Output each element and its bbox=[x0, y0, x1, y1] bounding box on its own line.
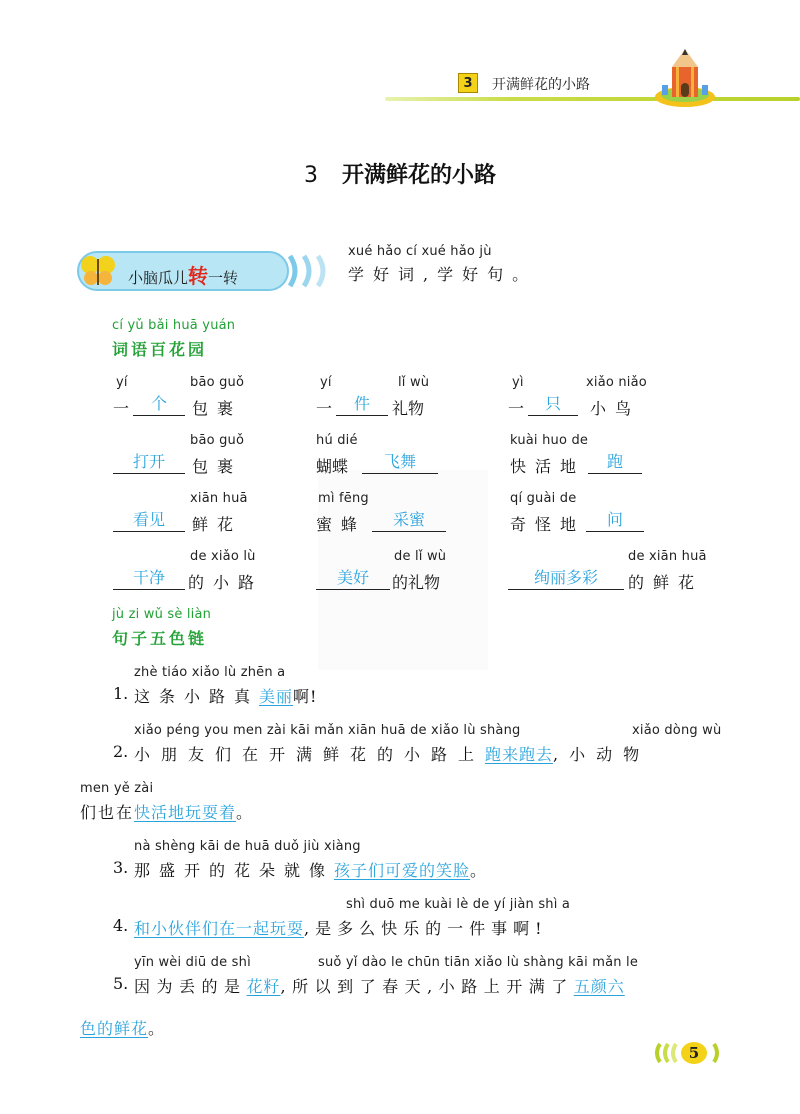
s5-pinyin: yīn wèi diū de shì bbox=[134, 955, 251, 970]
s2-pinyin-line2: men yě zài bbox=[80, 781, 154, 796]
r3c1-answer: 看见 bbox=[113, 510, 185, 532]
r2c2-word: 蝴蝶 bbox=[316, 457, 349, 476]
r1c2-post: 礼物 bbox=[392, 399, 425, 418]
butterfly-icon bbox=[80, 254, 116, 288]
r2c3-answer: 跑 bbox=[588, 452, 642, 474]
s5-number: 5. bbox=[113, 974, 129, 993]
s1-text: 这条小路真美丽啊! bbox=[134, 687, 318, 706]
r1c3-pre: 一 bbox=[508, 399, 525, 418]
banner-instruction: 学好词,学好句。 bbox=[348, 265, 538, 284]
r4c3-answer: 绚丽多彩 bbox=[508, 568, 624, 590]
s2-pinyin-b: xiǎo dòng wù bbox=[632, 723, 722, 738]
r4c3-pinyin: de xiān huā bbox=[628, 549, 707, 564]
s5-text-line2: 色的鲜花。 bbox=[80, 1019, 166, 1038]
r1c2-answer: 件 bbox=[336, 394, 388, 416]
r4c1-post: 的小路 bbox=[188, 573, 264, 592]
s2-pinyin: xiǎo péng you men zài kāi mǎn xiān huā de xiǎo lù shàng bbox=[134, 723, 521, 738]
page-title: 3 开满鲜花的小路 bbox=[303, 163, 496, 188]
r1c1-post: 包裹 bbox=[192, 399, 243, 418]
r2c1-post: 包裹 bbox=[192, 457, 243, 476]
page-number: 5 bbox=[688, 1044, 700, 1062]
r3c1-post: 鲜花 bbox=[192, 515, 243, 534]
r4c1-answer: 干净 bbox=[113, 568, 185, 590]
s1-pinyin: zhè tiáo xiǎo lù zhēn a bbox=[134, 665, 286, 680]
s5-text: 因为丢的是花籽,所以到了春天,小路上开满了五颜六 bbox=[134, 977, 625, 996]
header-lesson-title: 开满鲜花的小路 bbox=[492, 77, 590, 93]
r1c3-post: 小鸟 bbox=[590, 399, 641, 418]
section2-pinyin: jù zi wǔ sè liàn bbox=[112, 607, 212, 622]
r2c2-pinyin: hú dié bbox=[316, 433, 358, 448]
r1c1-pinyin-a: yí bbox=[116, 375, 128, 390]
r3c3-pinyin: qí guài de bbox=[510, 491, 577, 506]
r3c2-answer: 采蜜 bbox=[372, 510, 446, 532]
r3c3-word: 奇怪地 bbox=[510, 515, 586, 534]
r1c1-pinyin-b: bāo guǒ bbox=[190, 375, 245, 390]
r3c1-pinyin: xiān huā bbox=[190, 491, 248, 506]
r1c1-pre: 一 bbox=[113, 399, 130, 418]
s3-text: 那盛开的花朵就像孩子们可爱的笑脸。 bbox=[134, 861, 496, 880]
s2-number: 2. bbox=[113, 742, 129, 761]
s2-text-line2: 们也在快活地玩耍着。 bbox=[80, 803, 255, 822]
r1c3-pinyin-b: xiǎo niǎo bbox=[586, 375, 647, 390]
s3-number: 3. bbox=[113, 858, 129, 877]
header-lesson-number: 3 bbox=[458, 73, 478, 93]
r3c3-answer: 问 bbox=[586, 510, 644, 532]
r1c2-pinyin-a: yí bbox=[320, 375, 332, 390]
r2c1-pinyin: bāo guǒ bbox=[190, 433, 245, 448]
s4-pinyin: shì duō me kuài lè de yí jiàn shì a bbox=[346, 897, 571, 912]
r4c3-post: 的鲜花 bbox=[628, 573, 704, 592]
r1c2-pinyin-b: lǐ wù bbox=[398, 375, 430, 390]
r1c3-answer: 只 bbox=[528, 394, 578, 416]
r2c2-answer: 飞舞 bbox=[362, 452, 438, 474]
r1c3-pinyin-a: yì bbox=[512, 375, 524, 390]
r2c3-pinyin: kuài huo de bbox=[510, 433, 589, 448]
banner-label: 小脑瓜儿转一转 bbox=[128, 264, 239, 288]
r1c2-pre: 一 bbox=[316, 399, 333, 418]
r2c3-word: 快活地 bbox=[510, 457, 586, 476]
r4c2-answer: 美好 bbox=[316, 568, 390, 590]
r3c2-word: 蜜蜂 bbox=[316, 515, 367, 534]
s3-pinyin: nà shèng kāi de huā duǒ jiù xiàng bbox=[134, 839, 361, 854]
r3c2-pinyin: mì fēng bbox=[318, 491, 369, 506]
s4-text: 和小伙伴们在一起玩耍,是多么快乐的一件事啊! bbox=[134, 919, 548, 938]
section1-heading: 词语百花园 bbox=[112, 340, 208, 359]
r4c2-pinyin: de lǐ wù bbox=[394, 549, 447, 564]
r2c1-answer: 打开 bbox=[113, 452, 185, 474]
r1c1-answer: 个 bbox=[133, 394, 185, 416]
s1-number: 1. bbox=[113, 684, 129, 703]
s4-number: 4. bbox=[113, 916, 129, 935]
banner-pinyin: xué hǎo cí xué hǎo jù bbox=[348, 244, 492, 259]
s2-text: 小朋友们在开满鲜花的小路上跑来跑去,小动物 bbox=[134, 745, 651, 764]
section2-heading: 句子五色链 bbox=[112, 629, 208, 648]
r4c1-pinyin: de xiǎo lù bbox=[190, 549, 256, 564]
pencil-house-icon bbox=[652, 45, 718, 109]
header-decor-line bbox=[385, 97, 800, 101]
s5-pinyin-b: suǒ yǐ dào le chūn tiān xiǎo lù shàng kāi mǎn le bbox=[318, 955, 639, 970]
r4c2-post: 的礼物 bbox=[392, 573, 441, 592]
section1-pinyin: cí yǔ bǎi huā yuán bbox=[112, 318, 236, 333]
